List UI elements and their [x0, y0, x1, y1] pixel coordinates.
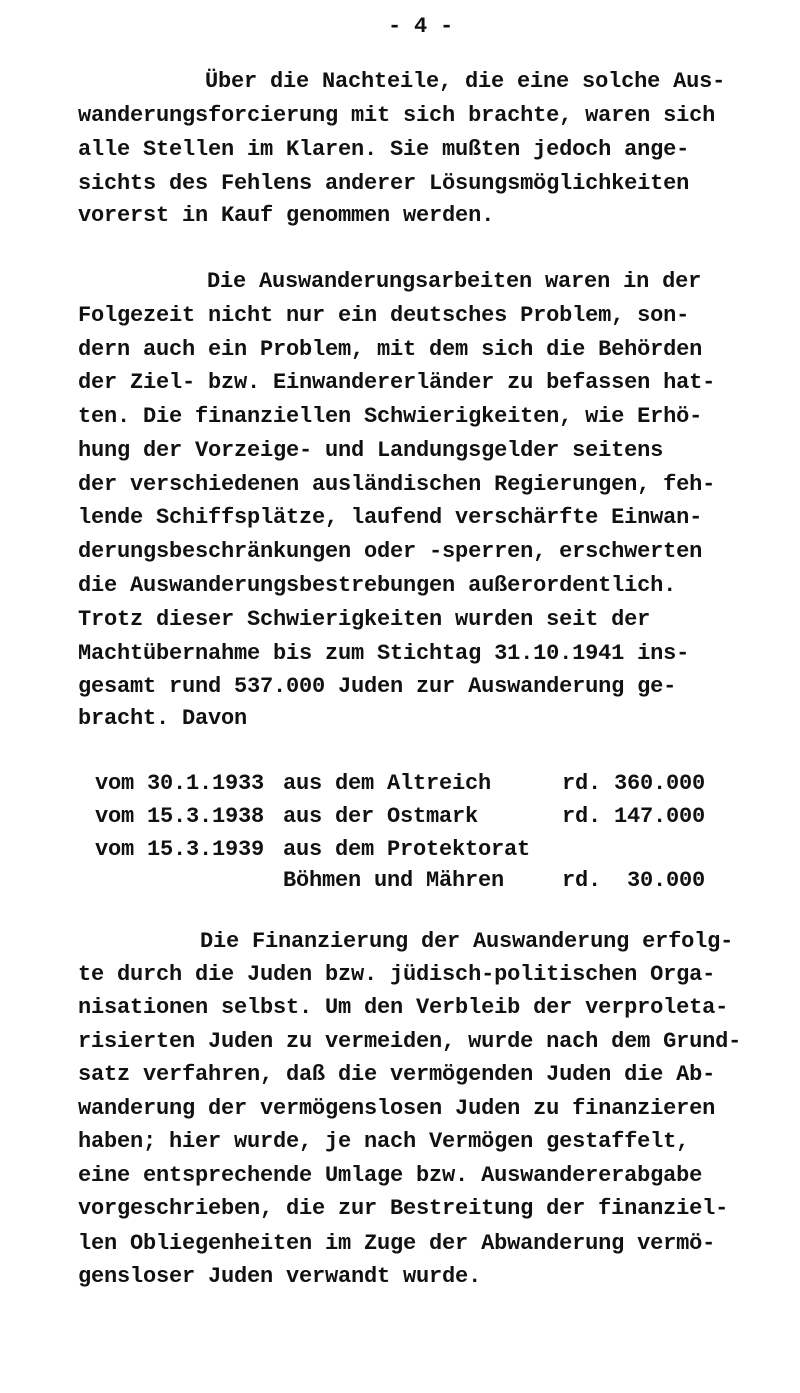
paragraph-3-line: te durch die Juden bzw. jüdisch-politischen Orga-	[78, 962, 716, 987]
table-date: vom 30.1.1933	[95, 771, 265, 796]
paragraph-1-line: vorerst in Kauf genommen werden.	[78, 203, 495, 228]
table-amount: rd. 360.000	[562, 771, 706, 796]
paragraph-3-line: vorgeschrieben, die zur Bestreitung der finanziel-	[78, 1196, 729, 1221]
paragraph-2-line: der verschiedenen ausländischen Regierungen, feh-	[78, 472, 716, 497]
paragraph-1-line: sichts des Fehlens anderer Lösungsmöglichkeiten	[78, 171, 690, 196]
paragraph-2-line: die Auswanderungsbestrebungen außerordentlich.	[78, 573, 677, 598]
table-origin: aus dem Altreich	[283, 771, 492, 796]
paragraph-3-line: haben; hier wurde, je nach Vermögen gestaffelt,	[78, 1129, 690, 1154]
paragraph-2-line: Trotz dieser Schwierigkeiten wurden seit der	[78, 607, 651, 632]
paragraph-2-line: dern auch ein Problem, mit dem sich die Behörden	[78, 337, 703, 362]
paragraph-3-line: Die Finanzierung der Auswanderung erfolg-	[200, 929, 734, 954]
paragraph-3-line: nisationen selbst. Um den Verbleib der verproleta-	[78, 995, 729, 1020]
paragraph-2-line: derungsbeschränkungen oder -sperren, erschwerten	[78, 539, 703, 564]
paragraph-1-line: Über die Nachteile, die eine solche Aus-	[205, 69, 726, 94]
table-date: vom 15.3.1939	[95, 837, 265, 862]
paragraph-3-line: risierten Juden zu vermeiden, wurde nach dem Grund-	[78, 1029, 742, 1054]
table-origin: aus der Ostmark	[283, 804, 479, 829]
paragraph-3-line: eine entsprechende Umlage bzw. Auswandererabgabe	[78, 1163, 703, 1188]
paragraph-3-line: gensloser Juden verwandt wurde.	[78, 1264, 482, 1289]
paragraph-2-line: lende Schiffsplätze, laufend verschärfte Einwan-	[78, 505, 703, 530]
table-date: vom 15.3.1938	[95, 804, 265, 829]
paragraph-2-line: Folgezeit nicht nur ein deutsches Problem, son-	[78, 303, 690, 328]
page-number: - 4 -	[388, 14, 454, 39]
paragraph-3-line: wanderung der vermögenslosen Juden zu finanzieren	[78, 1096, 716, 1121]
paragraph-2-line: ten. Die finanziellen Schwierigkeiten, wie Erhö-	[78, 404, 703, 429]
paragraph-2-line: hung der Vorzeige- und Landungsgelder seitens	[78, 438, 664, 463]
paragraph-1-line: alle Stellen im Klaren. Sie mußten jedoch ange-	[78, 137, 690, 162]
paragraph-3-line: len Obliegenheiten im Zuge der Abwanderung vermö-	[78, 1231, 716, 1256]
table-origin: aus dem Protektorat	[283, 837, 531, 862]
table-amount: rd. 30.000	[562, 868, 706, 893]
paragraph-2-line: Machtübernahme bis zum Stichtag 31.10.1941 ins-	[78, 641, 690, 666]
paragraph-1-line: wanderungsforcierung mit sich brachte, waren sich	[78, 103, 716, 128]
paragraph-3-line: satz verfahren, daß die vermögenden Juden die Ab-	[78, 1062, 716, 1087]
paragraph-2-line: der Ziel- bzw. Einwandererländer zu befassen hat-	[78, 370, 716, 395]
paragraph-2-line: bracht. Davon	[78, 706, 248, 731]
paragraph-2-line: Die Auswanderungsarbeiten waren in der	[207, 269, 702, 294]
paragraph-2-line: gesamt rund 537.000 Juden zur Auswanderung ge-	[78, 674, 677, 699]
table-origin-continued: Böhmen und Mähren	[283, 868, 505, 893]
table-amount: rd. 147.000	[562, 804, 706, 829]
